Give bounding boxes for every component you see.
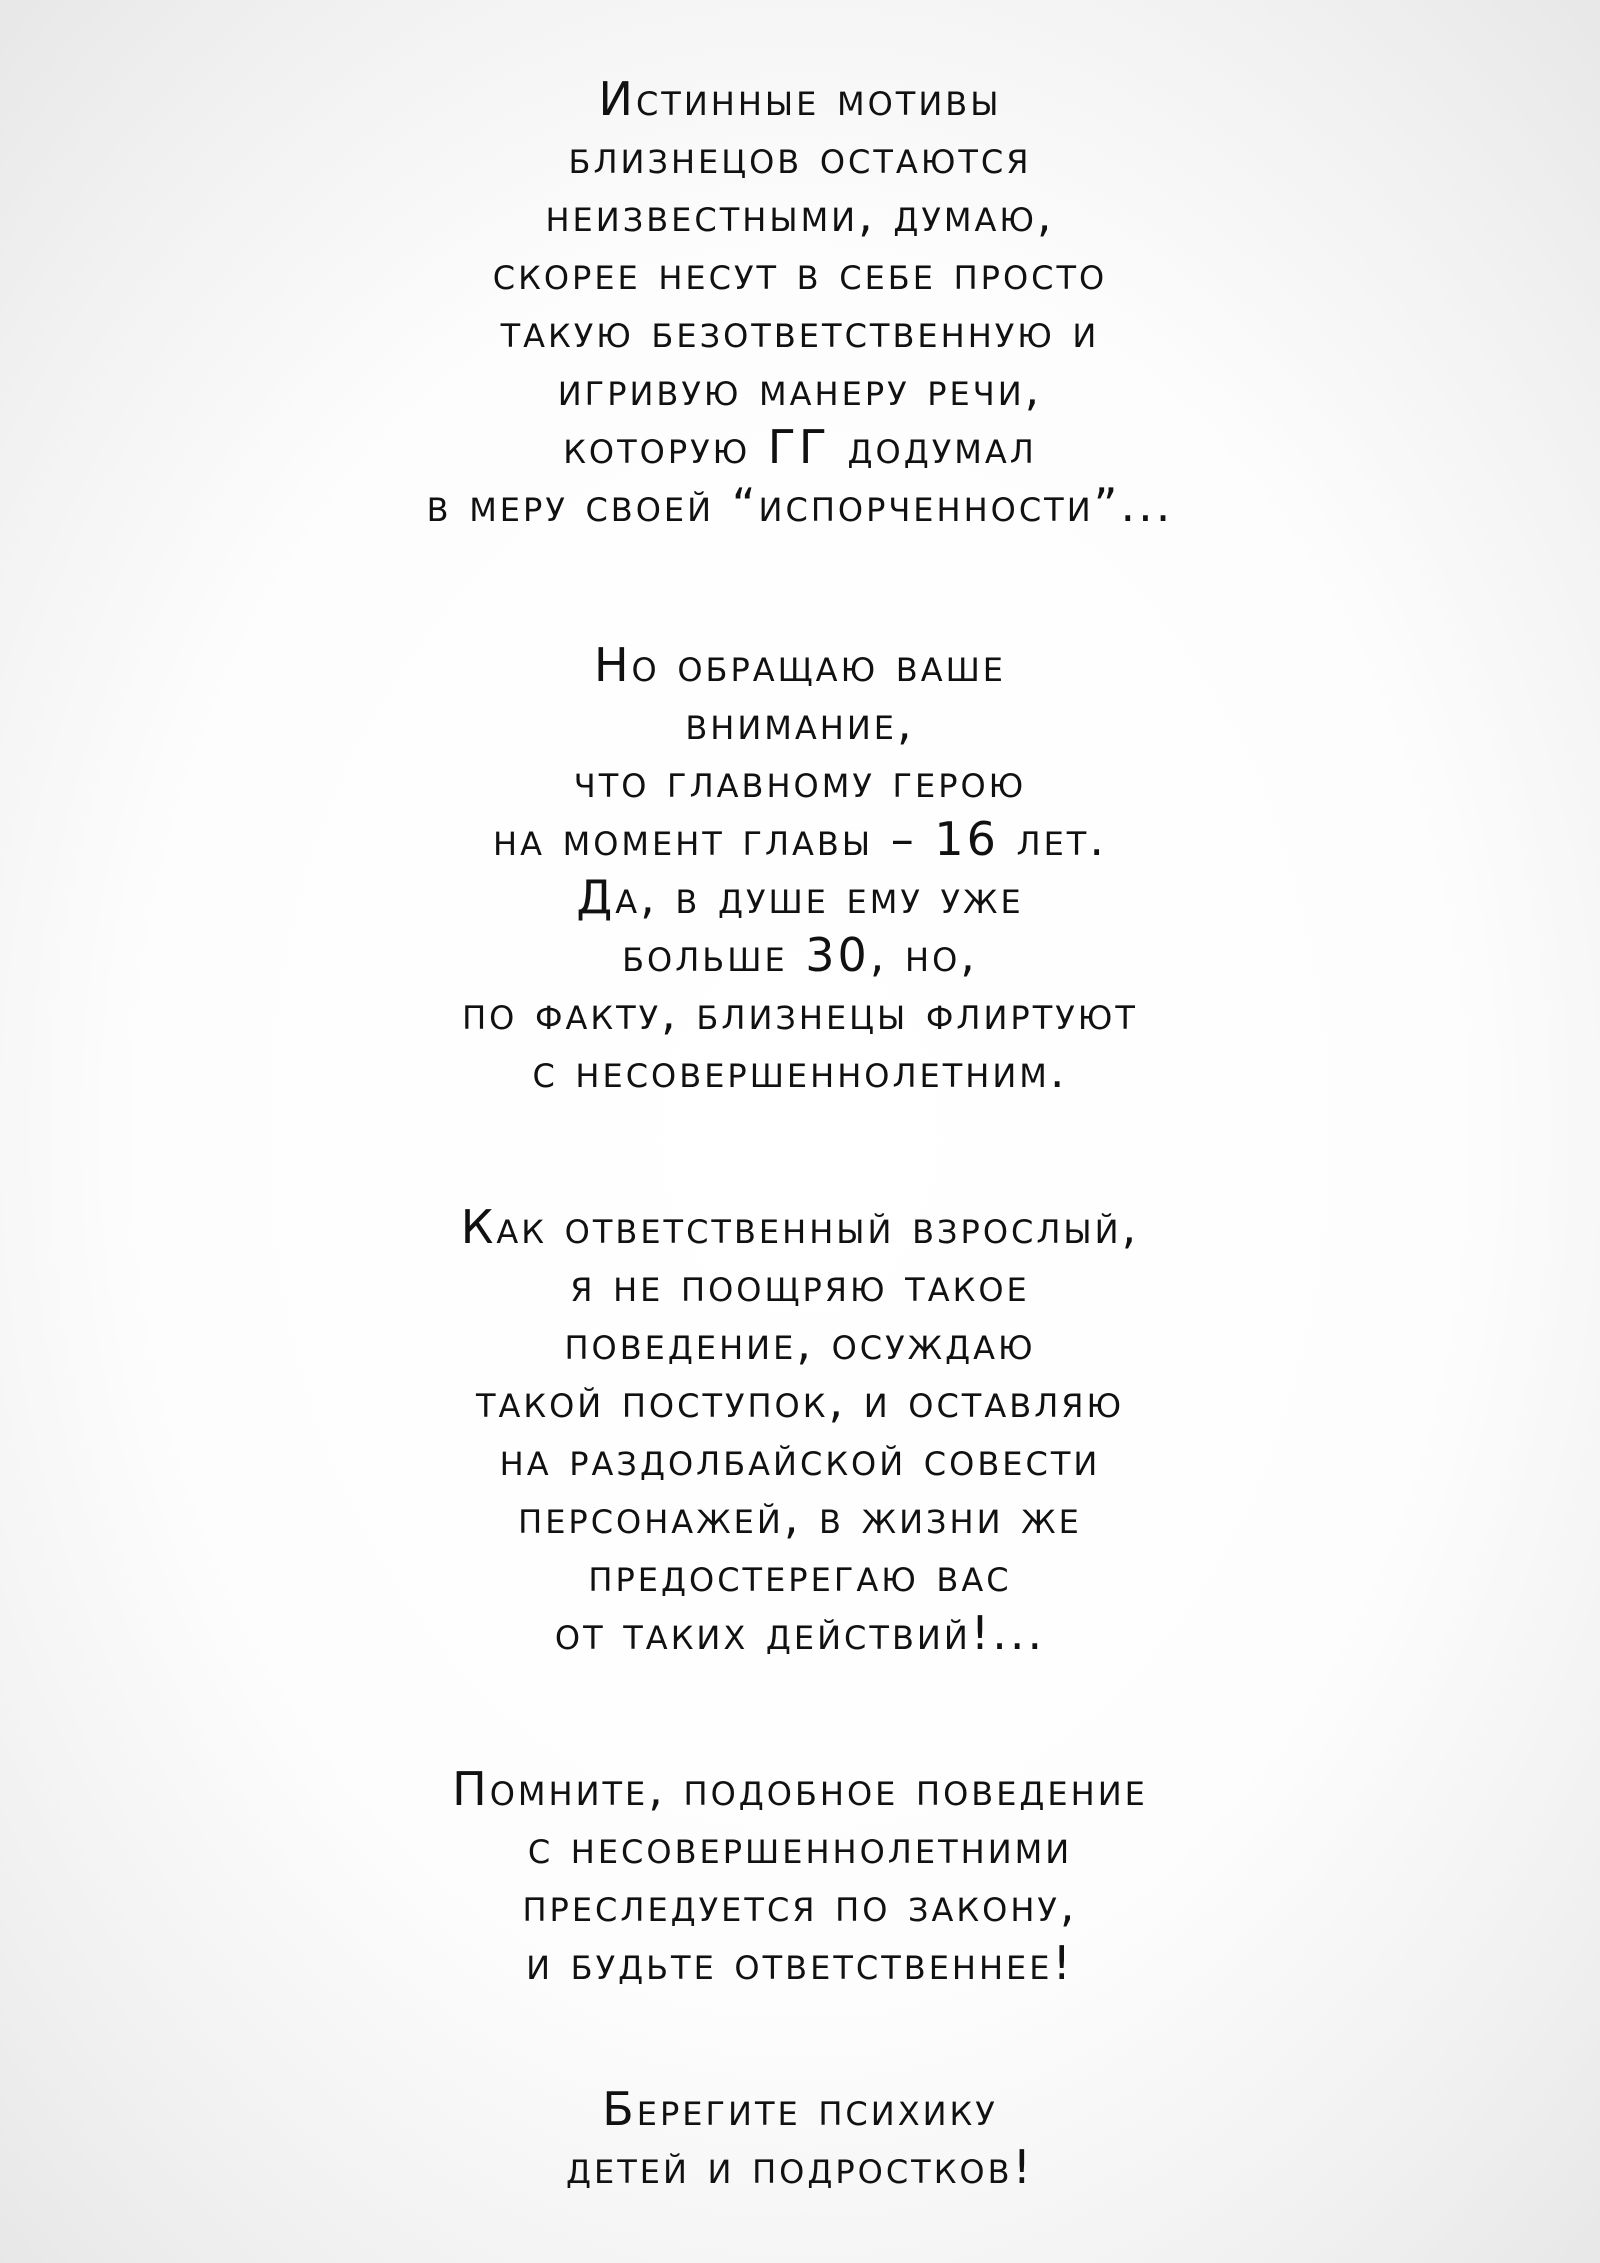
text-line: поведение, осуждаю <box>564 1316 1036 1370</box>
paragraph-closing <box>0 2080 1600 2196</box>
text-line: Помните, подобное поведение <box>452 1762 1148 1816</box>
text-line: на момент главы – 16 лет. <box>493 812 1107 866</box>
paragraph-age-note <box>0 636 1600 1100</box>
text-line: Берегите психику <box>602 2082 998 2136</box>
text-line: и будьте ответственнее! <box>526 1936 1074 1990</box>
text-line: на раздолбайской совести <box>499 1432 1101 1486</box>
text-line: Истинные мотивы <box>598 72 1002 126</box>
paragraph-motives <box>0 70 1600 534</box>
text-line: от таких действий!... <box>554 1606 1046 1660</box>
text-line: неизвестными, думаю, <box>545 188 1055 242</box>
text-line: больше 30, но, <box>622 928 978 982</box>
text-line: такую безответственную и <box>500 304 1100 358</box>
text-line: персонажей, в жизни же <box>518 1490 1082 1544</box>
text-line: Как ответственный взрослый, <box>460 1200 1140 1254</box>
text-line: внимание, <box>685 696 915 750</box>
text-line: которую ГГ додумал <box>563 420 1037 474</box>
paragraph-legal-warning <box>0 1760 1600 1992</box>
text-line: по факту, близнецы флиртуют <box>462 986 1138 1040</box>
text-line: в меру своей “испорченности”... <box>426 478 1174 532</box>
text-line: предостерегаю вас <box>588 1548 1012 1602</box>
text-line: близнецов остаются <box>568 130 1032 184</box>
text-line: скорее несут в себе просто <box>492 246 1108 300</box>
text-line: игривую манеру речи, <box>557 362 1043 416</box>
text-line: с несовершеннолетними <box>527 1820 1073 1874</box>
paragraph-disclaimer <box>0 1198 1600 1662</box>
text-line: что главному герою <box>573 754 1027 808</box>
text-line: такой поступок, и оставляю <box>475 1374 1125 1428</box>
text-line: Да, в душе ему уже <box>576 870 1024 924</box>
text-line: детей и подростков! <box>565 2140 1035 2194</box>
text-line: с несовершеннолетним. <box>532 1044 1068 1098</box>
text-line: Но обращаю ваше <box>593 638 1007 692</box>
text-line: преследуется по закону, <box>522 1878 1078 1932</box>
text-line: я не поощряю такое <box>570 1258 1030 1312</box>
